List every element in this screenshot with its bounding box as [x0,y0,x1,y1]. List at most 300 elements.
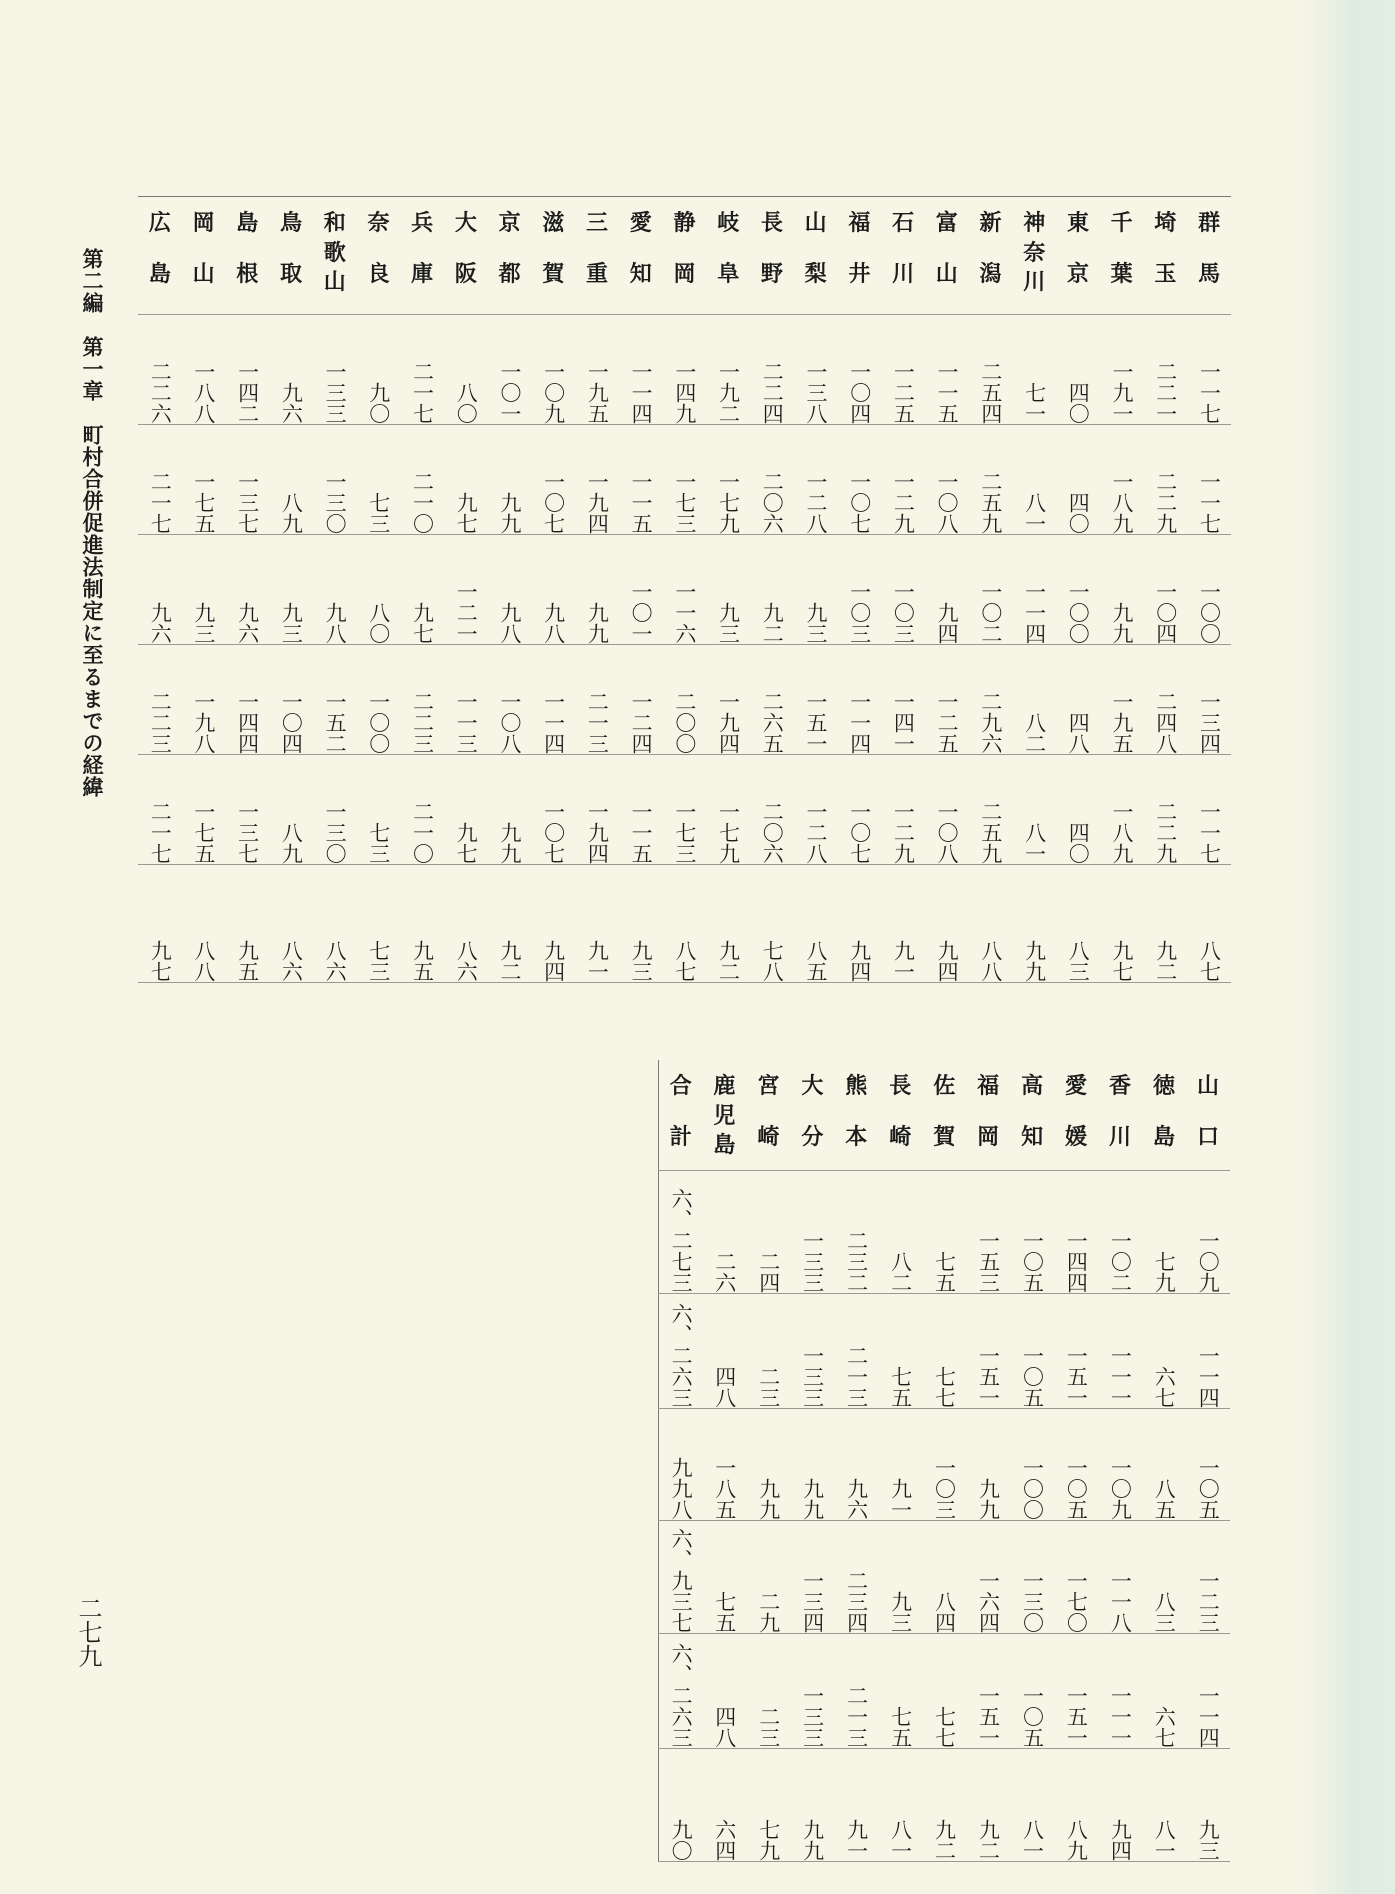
data-cell [1054,1170,1098,1293]
prefecture-char: 徳 [1152,1073,1175,1099]
data-cell [1186,1170,1230,1293]
data-cell [1100,535,1144,645]
cell-value: 八六 [454,940,479,982]
data-cell [269,865,313,983]
cell-value: 九五 [410,940,435,982]
cell-value: 二四八 [1153,691,1178,754]
data-cell [834,1520,878,1633]
cell-value: 一七五 [191,801,216,864]
cell-value: 一〇四 [847,361,872,424]
data-cell [488,645,532,755]
cell-value: 四八 [712,1365,737,1408]
prefecture-char: 大 [454,210,477,236]
data-cell [966,1633,1010,1748]
cell-value: 一八八 [191,361,216,424]
prefecture-char: 梨 [804,260,827,287]
data-cell [838,645,882,755]
prefecture-char: 広 [148,210,171,236]
data-cell [1010,1520,1054,1633]
cell-value: 九二 [976,1818,1001,1861]
cell-value: 一五一 [803,691,828,754]
prefecture-char: 岡 [192,210,215,236]
prefecture-header [794,197,838,315]
prefecture-char: 口 [1196,1123,1219,1150]
data-cell [881,315,925,425]
cell-value: 八一 [1152,1818,1177,1861]
cell-value: 九三 [629,940,654,982]
cell-value: 一八五 [712,1456,737,1520]
cell-value: 八〇 [454,382,479,424]
data-cell [619,535,663,645]
data-cell [1142,1520,1186,1633]
prefecture-char: 長 [760,210,783,236]
prefecture-char: 根 [236,260,259,287]
cell-value: 二六 [712,1250,737,1293]
cell-value: 一七三 [672,471,697,534]
data-cell [794,865,838,983]
data-cell [663,535,707,645]
data-cell [1100,865,1144,983]
cell-value: 二二四 [760,361,785,424]
data-cell [794,535,838,645]
cell-value: 九〇 [669,1818,694,1861]
data-cell [925,755,969,865]
cell-value: 七五 [932,1250,957,1293]
data-cell [1100,645,1144,755]
prefecture-char: 兵 [411,210,434,236]
cell-value: 六七 [1152,1365,1177,1408]
prefecture-char: 高 [1021,1073,1044,1099]
data-cell [225,645,269,755]
prefecture-char: 群 [1198,210,1221,236]
prefecture-char: 長 [889,1073,912,1099]
cell-value: 二一七 [148,801,173,864]
prefecture-char: 奈 [1023,239,1046,266]
data-cell [619,865,663,983]
prefecture-char: 千 [1110,210,1133,236]
prefecture-char: 石 [892,210,915,236]
cell-value: 九四 [935,602,960,644]
prefecture-char: 和 [323,210,346,236]
prefecture-char: 岡 [673,260,696,287]
prefecture-char: 庫 [411,260,434,287]
data-cell [922,1633,966,1748]
prefecture-header [619,197,663,315]
cell-value: 九九 [800,1477,825,1520]
data-cell [488,865,532,983]
data-cell [1012,645,1056,755]
data-cell [790,1293,834,1408]
data-cell [488,425,532,535]
data-cell [1054,1748,1098,1861]
data-cell [182,645,226,755]
cell-value: 二九 [756,1590,781,1633]
cell-value: 一三八 [803,361,828,424]
data-cell [834,1748,878,1861]
data-cell [790,1633,834,1748]
data-cell [706,865,750,983]
data-cell [1056,535,1100,645]
data-cell [488,535,532,645]
cell-value: 八二 [1022,712,1047,754]
data-cell [706,755,750,865]
cell-value: 八五 [803,940,828,982]
data-cell [1144,865,1188,983]
prefecture-char: 阜 [717,260,740,287]
data-cell [444,425,488,535]
prefecture-header [531,197,575,315]
data-cell [575,425,619,535]
cell-value: 九二 [760,602,785,644]
prefecture-char: 計 [669,1123,692,1150]
data-row [138,645,1231,755]
prefecture-char: 山 [1196,1073,1219,1099]
prefecture-char: 愛 [1065,1073,1088,1099]
prefecture-char: 歌 [323,239,346,266]
cell-value: 九一 [891,940,916,982]
data-cell [313,755,357,865]
prefecture-char: 宮 [757,1073,780,1099]
data-cell [1187,425,1231,535]
data-cell [1056,865,1100,983]
cell-value: 一八九 [1110,471,1134,534]
data-cell [1142,1748,1186,1861]
prefecture-char: 埼 [1154,210,1177,236]
prefecture-char: 山 [804,210,827,236]
data-cell [663,865,707,983]
prefecture-table-2 [658,1060,1230,1862]
data-row [138,865,1231,983]
data-cell [1186,1748,1230,1861]
cell-value: 一一一 [1108,1344,1133,1408]
prefecture-header [969,197,1013,315]
data-cell [138,535,182,645]
data-cell [881,645,925,755]
data-cell [1144,535,1188,645]
data-cell [750,865,794,983]
data-cell [969,645,1013,755]
cell-value: 九二 [1153,940,1178,982]
cell-value: 一二五 [935,691,960,754]
data-cell [138,425,182,535]
cell-value: 一四四 [1064,1229,1089,1293]
prefecture-char: 重 [586,260,609,287]
cell-value: 一一五 [629,471,654,534]
cell-value: 二二六 [148,361,173,424]
cell-value: 九三 [279,602,304,644]
cell-value: 一五一 [1064,1684,1089,1748]
data-cell [746,1293,790,1408]
prefecture-header [746,1060,790,1170]
data-cell [706,315,750,425]
cell-value: 二五四 [978,361,1003,424]
cell-value: 九七 [1110,940,1134,982]
prefecture-char: 賀 [542,260,565,287]
cell-value: 八八 [978,940,1003,982]
prefecture-char: 良 [367,260,390,287]
data-cell [1098,1293,1142,1408]
prefecture-char: 鳥 [280,210,303,236]
cell-value: 八九 [279,822,304,864]
prefecture-header [1100,197,1144,315]
cell-value: 九七 [410,602,435,644]
cell-value: 九六 [844,1477,869,1520]
cell-value: 二五九 [978,801,1003,864]
data-cell [619,315,663,425]
cell-value: 一〇一 [629,581,654,644]
cell-value: 一五一 [976,1684,1001,1748]
cell-value: 九二 [932,1818,957,1861]
data-cell [1142,1633,1186,1748]
data-cell [746,1520,790,1633]
cell-value: 一二八 [803,801,828,864]
data-cell [746,1408,790,1520]
cell-value: 二九六 [978,691,1003,754]
cell-value: 八九 [1064,1818,1089,1861]
cell-value: 八五 [1152,1477,1177,1520]
prefecture-char: 馬 [1198,260,1221,287]
prefecture-char: 媛 [1065,1123,1088,1150]
data-cell [488,755,532,865]
prefecture-char: 大 [801,1073,824,1099]
cell-value: 八〇 [366,602,391,644]
cell-value: 一五三 [976,1229,1001,1293]
cell-value: 一三三 [800,1229,825,1293]
cell-value: 六、九三七 [669,1527,694,1633]
data-cell [182,315,226,425]
cell-value: 二三 [756,1705,781,1748]
prefecture-char: 福 [848,210,871,236]
cell-value: 八一 [888,1818,913,1861]
prefecture-header [1142,1060,1186,1170]
cell-value: 一〇五 [1020,1684,1045,1748]
data-cell [1056,645,1100,755]
prefecture-char: 東 [1066,210,1089,236]
cell-value: 一〇七 [541,801,566,864]
data-cell [834,1408,878,1520]
cell-value: 九〇 [366,382,391,424]
data-cell [925,425,969,535]
cell-value: 一一六 [672,581,697,644]
data-cell [925,645,969,755]
prefecture-header [182,197,226,315]
data-cell [1054,1293,1098,1408]
cell-value: 一七五 [191,471,216,534]
cell-value: 一一四 [1196,1344,1221,1408]
cell-value: 四〇 [1066,492,1091,534]
data-cell [575,535,619,645]
prefecture-char: 崎 [757,1123,780,1150]
data-cell [969,535,1013,645]
data-cell [444,865,488,983]
data-cell [575,645,619,755]
prefecture-char: 川 [1109,1123,1132,1150]
cell-value: 一三〇 [323,471,348,534]
data-cell [663,755,707,865]
cell-value: 九九 [800,1818,825,1861]
cell-value: 一九二 [716,361,741,424]
data-cell [1142,1293,1186,1408]
data-cell [269,755,313,865]
cell-value: 九七 [454,822,479,864]
cell-value: 二二九 [1153,471,1178,534]
cell-value: 一五一 [1064,1344,1089,1408]
data-cell [659,1633,703,1748]
data-cell [966,1293,1010,1408]
data-cell [1010,1748,1054,1861]
data-cell [922,1520,966,1633]
prefecture-char: 阪 [454,260,477,287]
cell-value: 一〇五 [1064,1456,1089,1520]
prefecture-char: 富 [935,210,958,236]
cell-value: 七五 [712,1590,737,1633]
prefecture-table-1 [138,196,1231,983]
prefecture-header [400,197,444,315]
cell-value: 八六 [323,940,348,982]
data-cell [663,425,707,535]
prefecture-header [878,1060,922,1170]
prefecture-char: 知 [1021,1123,1044,1150]
cell-value: 七九 [756,1818,781,1861]
data-cell [1010,1170,1054,1293]
cell-value: 一三三 [800,1344,825,1408]
cell-value: 一四一 [891,691,916,754]
prefecture-header [834,1060,878,1170]
cell-value: 八三 [1152,1590,1177,1633]
data-cell [488,315,532,425]
data-row [659,1293,1231,1408]
data-cell [702,1408,746,1520]
data-cell [138,755,182,865]
prefecture-char: 岐 [717,210,740,236]
cell-value: 六、二七三 [669,1187,694,1293]
data-cell [182,425,226,535]
cell-value: 一一八 [1108,1569,1133,1633]
cell-value: 九六 [148,602,173,644]
cell-value: 九九 [1110,602,1134,644]
cell-value: 一三〇 [1020,1569,1045,1633]
cell-value: 一三七 [235,801,260,864]
data-row [659,1408,1231,1520]
prefecture-header [313,197,357,315]
prefecture-char: 山 [323,269,346,296]
cell-value: 九九 [497,492,522,534]
data-cell [878,1748,922,1861]
cell-value: 一〇七 [847,471,872,534]
prefecture-header [1012,197,1056,315]
cell-value: 九五 [235,940,260,982]
cell-value: 二一三 [844,1344,869,1408]
paper-stain [1300,0,1395,1894]
cell-value: 六、二六三 [669,1302,694,1408]
data-cell [663,315,707,425]
page-number [76,1596,100,1668]
cell-value: 二一三 [585,691,610,754]
cell-value: 一九五 [585,361,610,424]
data-cell [1010,1408,1054,1520]
prefecture-char: 島 [1152,1123,1175,1150]
cell-value: 一〇一 [497,361,522,424]
prefecture-char: 島 [713,1132,736,1159]
prefecture-char: 香 [1109,1073,1132,1099]
prefecture-header [138,197,182,315]
data-cell [702,1170,746,1293]
prefecture-char: 川 [892,260,915,287]
data-cell [794,425,838,535]
cell-value: 一三四 [800,1569,825,1633]
data-cell [1098,1633,1142,1748]
data-cell [182,755,226,865]
data-cell [269,535,313,645]
data-cell [1187,315,1231,425]
data-cell [225,425,269,535]
prefecture-char: 都 [498,260,521,287]
data-cell [531,755,575,865]
data-row [138,755,1231,865]
data-cell [881,755,925,865]
cell-value: 六七 [1152,1705,1177,1748]
data-cell [1098,1748,1142,1861]
cell-value: 一二九 [891,471,916,534]
header-row [138,197,1231,315]
data-cell [531,425,575,535]
data-cell [531,315,575,425]
cell-value: 九七 [148,940,173,982]
cell-value: 六、二六三 [669,1642,694,1748]
cell-value: 九三 [888,1590,913,1633]
data-cell [225,535,269,645]
cell-value: 二一七 [148,471,173,534]
data-cell [794,755,838,865]
cell-value: 七九 [1152,1250,1177,1293]
cell-value: 一〇三 [891,581,916,644]
cell-value: 一一五 [629,801,654,864]
prefecture-char: 京 [1066,260,1089,287]
prefecture-char: 取 [280,260,303,287]
cell-value: 一二四 [629,691,654,754]
cell-value: 一〇四 [1153,581,1178,644]
data-cell [794,645,838,755]
prefecture-header [659,1060,703,1170]
data-cell [750,425,794,535]
data-cell [1054,1633,1098,1748]
prefecture-header [1144,197,1188,315]
data-cell [750,535,794,645]
data-cell [400,535,444,645]
cell-value: 一〇九 [1108,1456,1133,1520]
data-cell [746,1170,790,1293]
cell-value: 一五一 [976,1344,1001,1408]
cell-value: 九四 [541,940,566,982]
data-cell [357,535,401,645]
prefecture-char: 滋 [542,210,565,236]
prefecture-char: 京 [498,210,521,236]
prefecture-char: 賀 [933,1123,956,1150]
data-cell [1010,1633,1054,1748]
cell-value: 一七九 [716,471,741,534]
prefecture-header [1186,1060,1230,1170]
prefecture-char: 葉 [1110,260,1133,287]
data-cell [966,1520,1010,1633]
prefecture-header [1010,1060,1054,1170]
prefecture-header [966,1060,1010,1170]
prefecture-char: 岡 [977,1123,1000,1150]
prefecture-header [488,197,532,315]
data-cell [1186,1520,1230,1633]
prefecture-char: 愛 [629,210,652,236]
data-cell [357,645,401,755]
cell-value: 四〇 [1066,822,1091,864]
